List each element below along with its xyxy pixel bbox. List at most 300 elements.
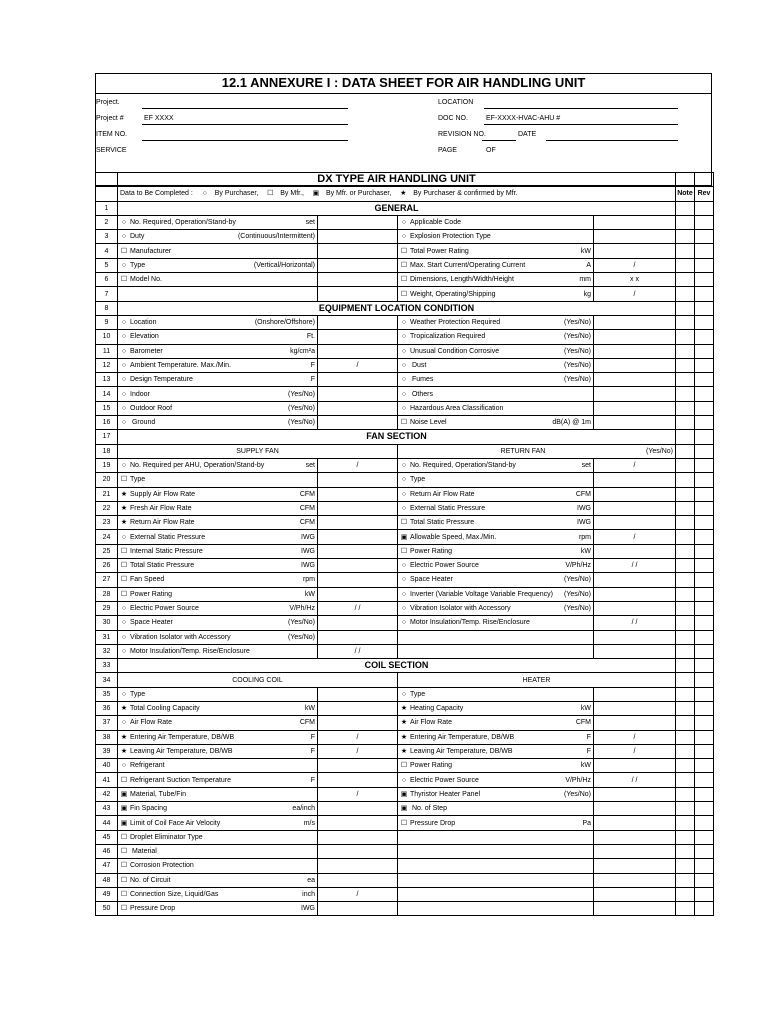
left-label-text: Outdoor Roof	[130, 404, 173, 412]
right-value-cell[interactable]	[594, 544, 676, 558]
right-label-wrap	[400, 747, 591, 756]
row-number: 38	[96, 730, 118, 744]
rev-cell[interactable]	[695, 373, 714, 387]
right-label-text: Applicable Code	[410, 219, 461, 227]
rev-cell[interactable]	[695, 644, 714, 658]
note-cell[interactable]	[676, 716, 695, 730]
note-cell[interactable]	[676, 673, 695, 687]
rev-cell[interactable]	[695, 416, 714, 430]
left-value-cell[interactable]	[318, 830, 398, 844]
note-cell[interactable]	[676, 201, 695, 215]
rev-cell[interactable]	[695, 401, 714, 415]
left-value-cell[interactable]	[318, 773, 398, 787]
note-cell[interactable]	[676, 330, 695, 344]
location-field[interactable]	[484, 108, 678, 109]
right-value-cell[interactable]	[594, 859, 676, 873]
rev-cell[interactable]	[695, 330, 714, 344]
left-value-cell[interactable]	[318, 487, 398, 501]
row-number: 15	[96, 401, 118, 415]
row-number: 13	[96, 373, 118, 387]
rev-cell[interactable]	[695, 716, 714, 730]
note-cell[interactable]	[676, 458, 695, 472]
table-row	[96, 730, 714, 744]
right-value-cell[interactable]: /	[594, 730, 676, 744]
left-unit: IWG	[301, 905, 315, 913]
left-value-cell[interactable]	[318, 873, 398, 887]
rev-cell[interactable]	[695, 315, 714, 329]
square-icon: ☐	[400, 762, 408, 770]
note-cell[interactable]	[676, 730, 695, 744]
note-cell[interactable]	[676, 802, 695, 816]
right-label-cell	[398, 859, 594, 873]
right-value-cell[interactable]: / /	[594, 773, 676, 787]
right-value-cell[interactable]: /	[594, 458, 676, 472]
left-value-cell[interactable]: /	[318, 787, 398, 801]
right-label-cell	[398, 630, 594, 644]
note-cell[interactable]	[676, 701, 695, 715]
note-cell[interactable]	[676, 644, 695, 658]
right-label-cell	[398, 373, 594, 387]
rev-cell[interactable]	[695, 501, 714, 515]
right-unit: kW	[580, 547, 591, 555]
left-value-cell[interactable]	[318, 687, 398, 701]
rev-cell[interactable]	[695, 701, 714, 715]
note-cell[interactable]	[676, 559, 695, 573]
rev-cell[interactable]	[695, 387, 714, 401]
note-cell[interactable]	[676, 844, 695, 858]
rev-cell[interactable]	[695, 730, 714, 744]
note-cell[interactable]	[676, 759, 695, 773]
circle-icon: ○	[401, 562, 407, 570]
right-label	[400, 590, 553, 599]
right-value-cell[interactable]	[594, 487, 676, 501]
right-value-cell[interactable]: / /	[594, 616, 676, 630]
note-cell[interactable]	[676, 215, 695, 229]
right-value-cell[interactable]	[594, 759, 676, 773]
right-value-cell[interactable]	[594, 358, 676, 372]
left-value-cell[interactable]	[318, 716, 398, 730]
square-icon: ☐	[400, 547, 408, 555]
right-value-cell[interactable]	[594, 315, 676, 329]
right-value-cell[interactable]	[594, 787, 676, 801]
right-value-cell[interactable]	[594, 701, 676, 715]
rev-cell[interactable]	[695, 902, 714, 916]
left-value-cell[interactable]	[318, 501, 398, 515]
rev-cell[interactable]	[695, 244, 714, 258]
item-no-field[interactable]	[142, 140, 348, 141]
note-cell[interactable]	[676, 287, 695, 301]
right-value-cell[interactable]	[594, 416, 676, 430]
note-cell[interactable]	[676, 859, 695, 873]
left-label-text: Space Heater	[130, 619, 173, 627]
right-value-cell[interactable]	[594, 802, 676, 816]
note-cell[interactable]	[676, 444, 695, 458]
note-cell[interactable]	[676, 401, 695, 415]
rev-cell[interactable]	[695, 659, 714, 673]
note-cell[interactable]	[676, 687, 695, 701]
left-value-cell[interactable]	[318, 258, 398, 272]
note-cell[interactable]	[676, 258, 695, 272]
left-value-cell[interactable]	[318, 573, 398, 587]
left-unit: kW	[304, 705, 315, 713]
left-label-wrap	[120, 804, 315, 813]
right-unit: (Yes/No)	[564, 362, 591, 369]
circle-icon: ○	[401, 333, 407, 341]
left-unit: IWG	[301, 533, 315, 541]
table-row	[96, 616, 714, 630]
left-value-cell[interactable]	[318, 387, 398, 401]
note-cell[interactable]	[676, 373, 695, 387]
left-value-cell[interactable]	[318, 859, 398, 873]
left-label-wrap	[120, 604, 315, 613]
left-value-cell[interactable]	[318, 330, 398, 344]
right-label-wrap	[400, 533, 591, 542]
left-label-wrap	[120, 618, 315, 627]
left-value-cell[interactable]	[318, 516, 398, 530]
note-cell[interactable]	[676, 530, 695, 544]
note-cell[interactable]	[676, 344, 695, 358]
left-label-cell	[118, 215, 318, 229]
note-cell[interactable]	[676, 244, 695, 258]
right-value-cell[interactable]	[594, 401, 676, 415]
left-value-cell[interactable]	[318, 616, 398, 630]
note-cell[interactable]	[676, 230, 695, 244]
right-value-cell[interactable]	[594, 716, 676, 730]
right-value-cell[interactable]	[594, 344, 676, 358]
note-cell[interactable]	[676, 301, 695, 315]
left-label-cell	[118, 744, 318, 758]
rev-cell[interactable]	[695, 830, 714, 844]
left-value-cell[interactable]	[318, 530, 398, 544]
right-value-cell[interactable]	[594, 244, 676, 258]
left-label-text: Ground	[130, 419, 156, 427]
table-row	[96, 830, 714, 844]
left-label-cell	[118, 501, 318, 515]
rev-cell[interactable]	[695, 601, 714, 615]
left-value-cell[interactable]	[318, 273, 398, 287]
left-unit: V/Ph/Hz	[289, 605, 315, 613]
right-label-wrap	[400, 518, 591, 527]
right-label-wrap	[400, 590, 591, 599]
rev-cell[interactable]	[695, 444, 714, 458]
right-label	[400, 318, 500, 327]
right-label	[400, 575, 453, 584]
table-row	[96, 516, 714, 530]
revision-no-field[interactable]	[482, 140, 516, 141]
left-value-cell[interactable]	[318, 473, 398, 487]
left-value-cell[interactable]	[318, 401, 398, 415]
rev-cell[interactable]	[695, 473, 714, 487]
left-label	[120, 232, 144, 241]
right-unit: (Yes/No)	[564, 347, 591, 355]
rev-cell[interactable]	[695, 802, 714, 816]
left-value-cell[interactable]	[318, 816, 398, 830]
left-value-cell[interactable]	[318, 587, 398, 601]
note-cell[interactable]	[676, 473, 695, 487]
left-label-text: Leaving Air Temperature, DB/WB	[130, 748, 233, 756]
left-unit: m/s	[303, 819, 315, 827]
right-label	[400, 819, 455, 828]
rev-cell[interactable]	[695, 887, 714, 901]
note-cell[interactable]	[676, 887, 695, 901]
rev-cell[interactable]	[695, 487, 714, 501]
right-value-cell[interactable]	[594, 387, 676, 401]
table-row	[96, 630, 714, 644]
left-value-cell[interactable]	[318, 416, 398, 430]
table-row	[96, 802, 714, 816]
right-value-cell[interactable]	[594, 844, 676, 858]
right-value-cell[interactable]: /	[594, 530, 676, 544]
note-cell[interactable]	[676, 358, 695, 372]
right-label-text: Return Air Flow Rate	[410, 490, 475, 498]
right-value-cell[interactable]: /	[594, 744, 676, 758]
note-cell[interactable]	[676, 773, 695, 787]
note-cell[interactable]	[676, 744, 695, 758]
rev-cell[interactable]	[695, 630, 714, 644]
right-unit: F	[586, 748, 591, 756]
rev-cell[interactable]	[695, 516, 714, 530]
table-row	[96, 544, 714, 558]
left-label	[120, 332, 159, 341]
left-label-wrap	[120, 633, 315, 642]
right-unit: kW	[580, 247, 591, 255]
right-label-text: No. of Step	[410, 805, 447, 813]
rev-cell[interactable]	[695, 844, 714, 858]
note-cell[interactable]	[676, 315, 695, 329]
right-value-cell[interactable]: /	[594, 258, 676, 272]
left-value-cell[interactable]	[318, 287, 398, 301]
rev-cell[interactable]	[695, 673, 714, 687]
right-value-cell[interactable]	[594, 902, 676, 916]
circle-icon: ○	[121, 690, 127, 698]
circle-icon: ○	[121, 233, 127, 241]
left-value-cell[interactable]	[318, 244, 398, 258]
right-value-cell[interactable]	[594, 215, 676, 229]
circle-icon: ○	[121, 376, 127, 384]
row-number: 27	[96, 573, 118, 587]
filled-square-icon: ▣	[400, 533, 408, 541]
left-value-cell[interactable]	[318, 701, 398, 715]
left-value-cell[interactable]	[318, 373, 398, 387]
right-value-cell[interactable]	[594, 873, 676, 887]
right-label	[400, 790, 480, 799]
left-value-cell[interactable]	[318, 844, 398, 858]
circle-icon: ○	[121, 462, 127, 470]
note-cell[interactable]	[676, 787, 695, 801]
left-label	[120, 561, 194, 570]
left-value-cell[interactable]: /	[318, 744, 398, 758]
rev-cell[interactable]	[695, 430, 714, 444]
left-label-cell	[118, 816, 318, 830]
note-cell[interactable]	[676, 501, 695, 515]
right-value-cell[interactable]: / /	[594, 559, 676, 573]
left-label	[120, 690, 145, 699]
left-value-cell[interactable]	[318, 902, 398, 916]
circle-icon: ○	[401, 590, 407, 598]
left-value-cell[interactable]	[318, 215, 398, 229]
rev-cell[interactable]	[695, 859, 714, 873]
note-cell[interactable]	[676, 430, 695, 444]
left-value-cell[interactable]: /	[318, 730, 398, 744]
rev-cell[interactable]	[695, 559, 714, 573]
right-label-text: Allowable Speed, Max./Min.	[410, 533, 497, 541]
left-label-text: Corrosion Protection	[130, 862, 194, 870]
right-label	[400, 504, 485, 513]
right-label-text: Electric Power Source	[410, 562, 479, 570]
right-value-cell[interactable]	[594, 601, 676, 615]
right-value-cell[interactable]	[594, 644, 676, 658]
note-cell[interactable]	[676, 873, 695, 887]
left-unit: CFM	[299, 519, 315, 527]
left-label-wrap	[120, 776, 315, 785]
note-cell[interactable]	[676, 573, 695, 587]
row-number: 48	[96, 873, 118, 887]
right-label	[400, 747, 513, 756]
rev-cell[interactable]	[695, 744, 714, 758]
rev-cell[interactable]	[695, 273, 714, 287]
note-cell[interactable]	[676, 659, 695, 673]
right-value-cell[interactable]: x x	[594, 273, 676, 287]
date-field[interactable]	[546, 140, 678, 141]
left-label	[120, 461, 264, 470]
right-value-cell[interactable]	[594, 587, 676, 601]
rev-cell[interactable]	[695, 616, 714, 630]
left-label	[120, 418, 155, 427]
right-value-cell[interactable]	[594, 473, 676, 487]
square-icon: ☐	[120, 862, 128, 870]
right-value-cell[interactable]	[594, 516, 676, 530]
note-cell[interactable]	[676, 516, 695, 530]
right-value-cell[interactable]: /	[594, 287, 676, 301]
left-value-cell[interactable]: / /	[318, 644, 398, 658]
left-value-cell[interactable]: /	[318, 887, 398, 901]
right-label-cell	[398, 530, 594, 544]
project-field[interactable]	[142, 108, 348, 109]
left-value-cell[interactable]	[318, 559, 398, 573]
table-row	[96, 816, 714, 830]
left-label	[120, 590, 172, 599]
right-label-wrap	[400, 318, 591, 327]
left-value-cell[interactable]	[318, 630, 398, 644]
right-unit: IWG	[577, 504, 591, 512]
note-cell[interactable]	[676, 587, 695, 601]
rev-cell[interactable]	[695, 687, 714, 701]
rev-cell[interactable]	[695, 873, 714, 887]
note-cell[interactable]	[676, 544, 695, 558]
right-value-cell[interactable]	[594, 830, 676, 844]
rev-cell[interactable]	[695, 287, 714, 301]
right-unit: kg	[583, 290, 591, 298]
rev-cell[interactable]	[695, 358, 714, 372]
note-cell[interactable]	[676, 387, 695, 401]
table-row	[96, 244, 714, 258]
right-value-cell[interactable]	[594, 816, 676, 830]
rev-cell[interactable]	[695, 544, 714, 558]
right-value-cell[interactable]	[594, 501, 676, 515]
left-label-wrap	[120, 876, 315, 885]
right-unit: dB(A) @ 1m	[552, 419, 591, 427]
right-value-cell[interactable]	[594, 230, 676, 244]
right-value-cell[interactable]	[594, 373, 676, 387]
left-label-cell	[118, 330, 318, 344]
left-label	[120, 633, 231, 642]
note-cell[interactable]	[676, 273, 695, 287]
subsection-left: SUPPLY FAN	[118, 444, 398, 458]
left-unit: F	[310, 776, 315, 784]
left-label-text: Total Cooling Capacity	[130, 705, 200, 713]
right-label-wrap	[400, 547, 591, 556]
right-value-cell[interactable]	[594, 687, 676, 701]
title-divider	[96, 93, 711, 94]
right-label-text: Others	[410, 390, 433, 398]
right-label-wrap	[400, 776, 591, 785]
note-cell[interactable]	[676, 902, 695, 916]
rev-cell[interactable]	[695, 530, 714, 544]
right-label-cell	[398, 887, 594, 901]
right-unit: (Yes/No)	[564, 576, 591, 584]
circle-icon: ○	[401, 605, 407, 613]
left-value-cell[interactable]	[318, 802, 398, 816]
rev-cell[interactable]	[695, 215, 714, 229]
note-cell[interactable]	[676, 816, 695, 830]
left-label-wrap	[120, 747, 315, 756]
note-cell[interactable]	[676, 830, 695, 844]
rev-cell[interactable]	[695, 458, 714, 472]
right-value-cell[interactable]	[594, 573, 676, 587]
rev-cell[interactable]	[695, 573, 714, 587]
right-value-cell[interactable]	[594, 630, 676, 644]
rev-cell[interactable]	[695, 816, 714, 830]
rev-cell[interactable]	[695, 301, 714, 315]
note-cell[interactable]	[676, 616, 695, 630]
right-label	[400, 347, 499, 356]
right-value-cell[interactable]	[594, 330, 676, 344]
rev-cell[interactable]	[695, 344, 714, 358]
left-value-cell[interactable]	[318, 230, 398, 244]
square-icon: ☐	[120, 562, 128, 570]
star-icon: ★	[120, 519, 128, 527]
rev-cell[interactable]	[695, 258, 714, 272]
project-label: Project.	[96, 99, 120, 106]
left-value-cell[interactable]	[318, 315, 398, 329]
right-value-cell[interactable]	[594, 887, 676, 901]
rev-cell[interactable]	[695, 201, 714, 215]
right-unit: (Yes/No)	[564, 590, 591, 598]
rev-cell[interactable]	[695, 787, 714, 801]
right-unit: kW	[580, 705, 591, 713]
left-value-cell[interactable]: /	[318, 358, 398, 372]
note-cell[interactable]	[676, 601, 695, 615]
rev-cell[interactable]	[695, 773, 714, 787]
note-cell[interactable]	[676, 487, 695, 501]
rev-cell[interactable]	[695, 230, 714, 244]
row-number: 14	[96, 387, 118, 401]
circle-icon: ○	[121, 347, 127, 355]
square-icon: ☐	[267, 190, 274, 198]
rev-cell[interactable]	[695, 587, 714, 601]
right-label-text: Dust	[410, 362, 427, 369]
note-cell[interactable]	[676, 416, 695, 430]
left-value-cell[interactable]	[318, 544, 398, 558]
left-value-cell[interactable]	[318, 759, 398, 773]
note-cell[interactable]	[676, 630, 695, 644]
left-value-cell[interactable]	[318, 344, 398, 358]
project-number-field[interactable]	[142, 124, 348, 125]
rev-cell[interactable]	[695, 759, 714, 773]
doc-no-field[interactable]	[484, 124, 678, 125]
left-value-cell[interactable]: /	[318, 458, 398, 472]
left-value-cell[interactable]: / /	[318, 601, 398, 615]
